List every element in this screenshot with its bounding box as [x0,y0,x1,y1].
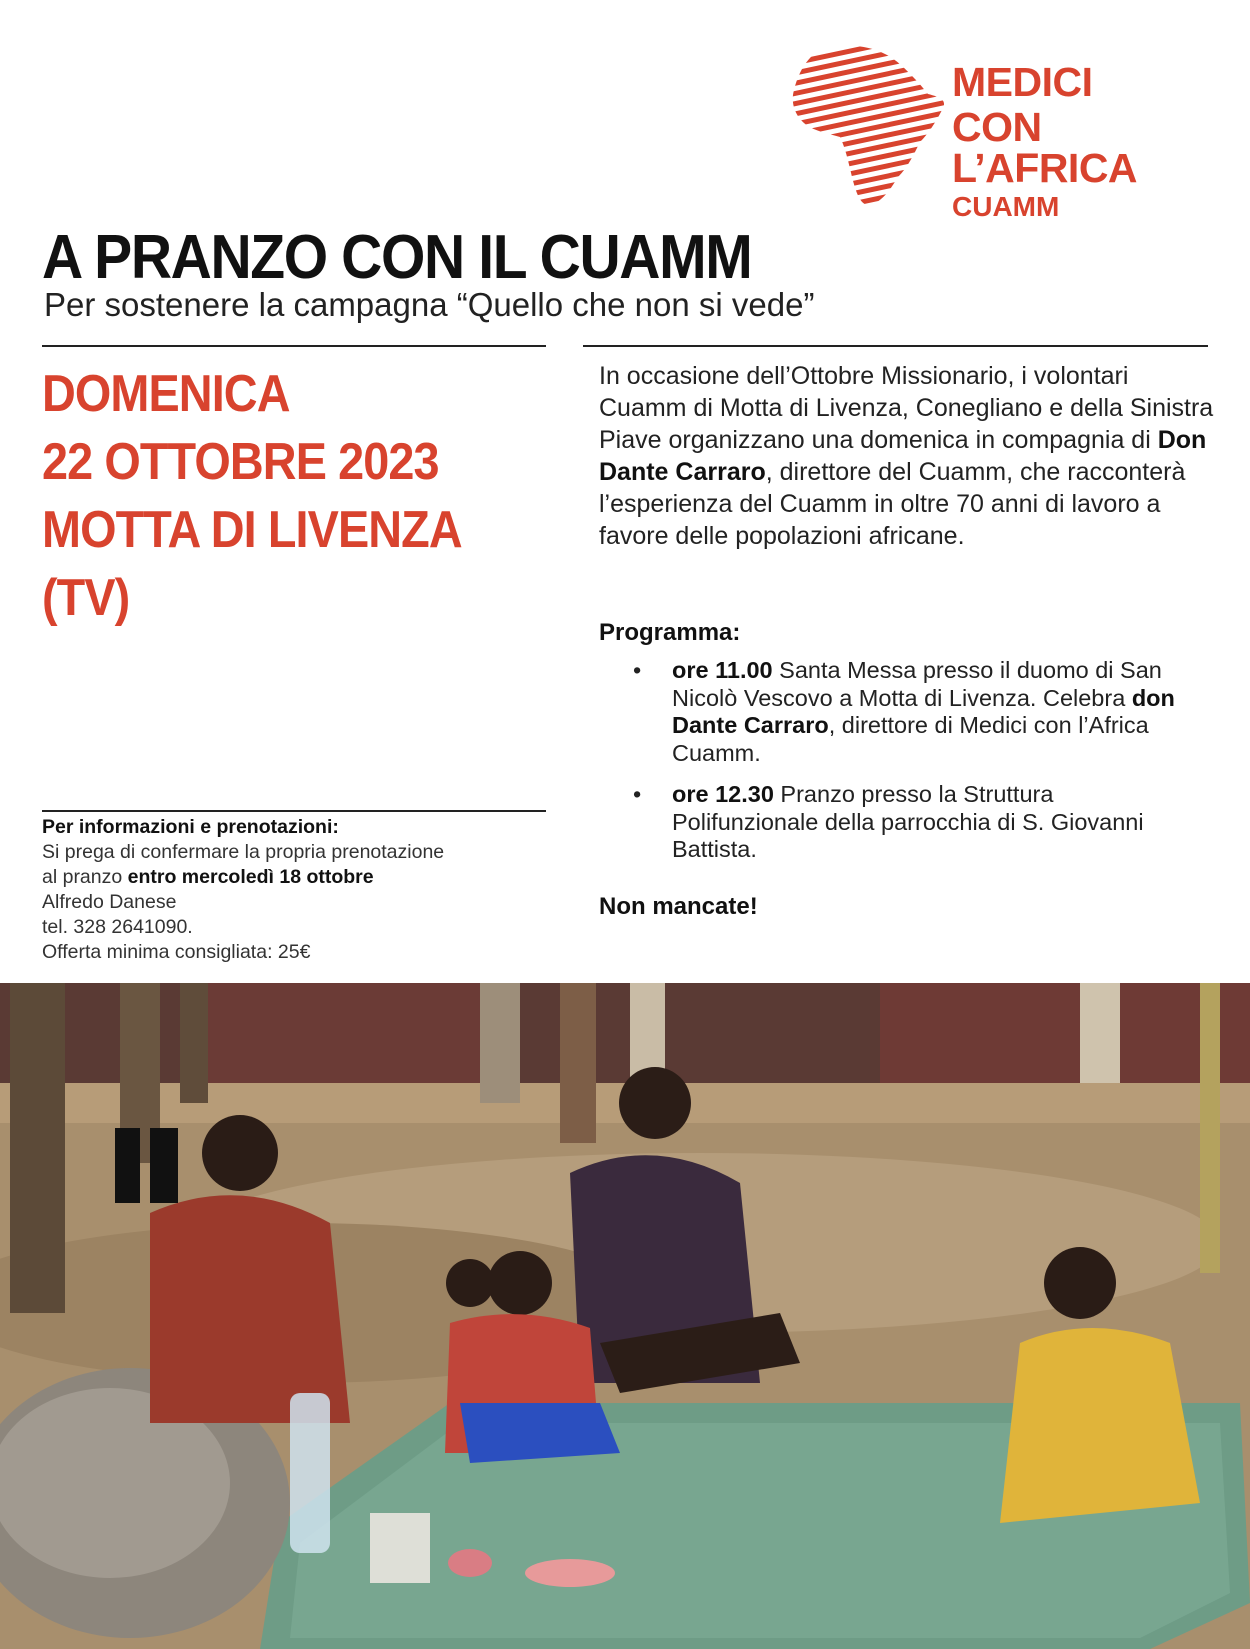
program-heading: Programma: [599,619,741,646]
africa-map-icon [790,42,950,207]
info-deadline: entro mercoledì 18 ottobre [127,866,374,888]
program-text-end: , direttore di Medici con l’Africa Cuamm. [672,712,1149,766]
intro-text-2: , direttore del Cuamm, che racconterà l’esperienza del Cuamm in oltre 70 anni di lavoro a favore delle popolazioni africane. [599,458,1186,550]
event-date: 22 OTTOBRE 2023 [42,433,439,491]
info-line-2 [42,865,542,890]
event-place: MOTTA DI LIVENZA [42,501,462,559]
brand-wordmark [952,59,1210,222]
event-province: (TV) [42,569,130,627]
brand-line-1: MEDICI [952,59,1093,105]
divider-left [42,345,546,347]
cuamm-logo [790,42,1210,222]
info-block [42,815,542,965]
page-title: A PRANZO CON IL CUAMM [42,223,752,292]
closing-text: Non mancate! [599,893,758,920]
photo-family-picnic [0,983,1250,1649]
divider-info [42,810,546,812]
program-item [599,781,1199,864]
program-item [599,657,1199,767]
program-bold: don Dante Carraro [672,684,1175,738]
program-text: Pranzo presso la Struttura Polifunzionale della parrocchia di S. Giovanni Battista. [672,781,1144,862]
page-subtitle: Per sostenere la campagna “Quello che non si vede” [44,286,815,323]
bullet-icon: • [633,781,642,807]
info-line-2-prefix: al pranzo [42,866,128,888]
program-time: ore 12.30 [672,781,774,807]
info-phone: tel. 328 2641090. [42,916,193,938]
intro-bold-name: Don Dante Carraro [599,426,1207,486]
bullet-icon: • [633,657,642,683]
brand-line-2: CON L’AFRICA [952,104,1138,191]
program-list [599,657,1199,878]
intro-paragraph [599,360,1219,552]
brand-line-3: CUAMM [952,191,1060,222]
event-day: DOMENICA [42,365,290,423]
program-time: ore 11.00 [672,657,773,683]
info-heading: Per informazioni e prenotazioni: [42,816,339,838]
info-offer: Offerta minima consigliata: 25€ [42,941,311,963]
intro-text-1: In occasione dell’Ottobre Missionario, i volontari Cuamm di Motta di Livenza, Conegliano e della Sinistra Piave organizzano una domenica in compagnia di [599,362,1214,454]
program-text: Santa Messa presso il duomo di San Nicolò Vescovo a Motta di Livenza. Celebra [672,657,1162,711]
divider-right [583,345,1208,347]
info-contact: Alfredo Danese [42,891,177,913]
info-line-1: Si prega di confermare la propria prenotazione [42,841,445,863]
event-date-place [42,360,462,632]
